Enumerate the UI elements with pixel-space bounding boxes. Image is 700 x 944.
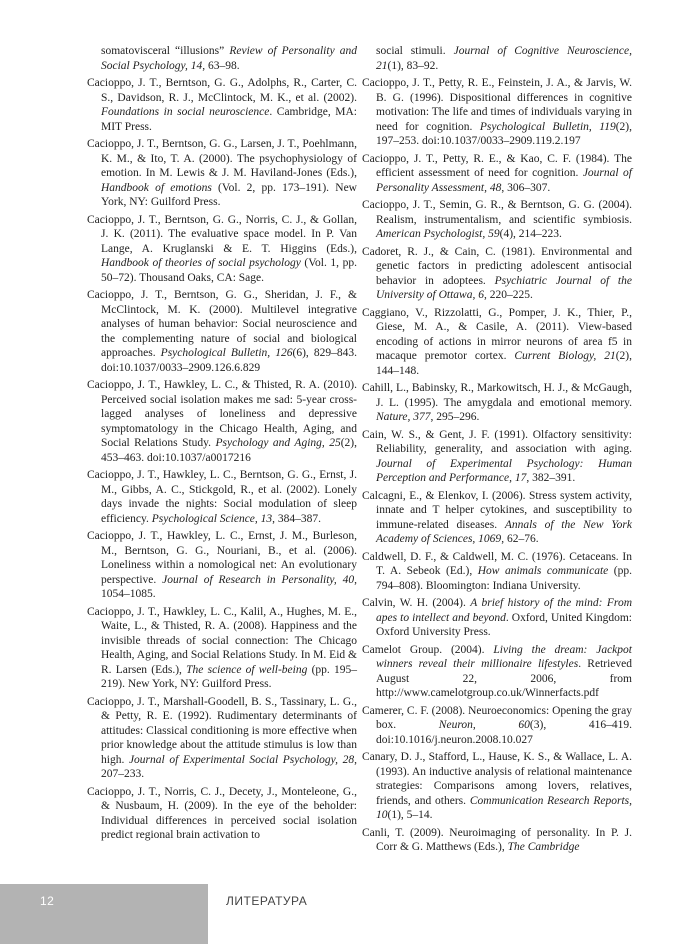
reference-details: (3), 416–419. doi:10.1016/j.neuron.2008.10.027 bbox=[376, 719, 632, 746]
reference-details: , 63–98. bbox=[202, 59, 240, 72]
reference-details: , 384–387. bbox=[272, 512, 322, 525]
reference-source-title: Living the dream: Jackpot winners reveal their millionaire lifestyles bbox=[376, 643, 632, 670]
reference-source-title: Annals of the New York Academy of Sciences, 1069 bbox=[376, 518, 632, 545]
reference-details: (pp. 195–219). New York, NY: Guilford Press. bbox=[101, 663, 357, 690]
reference-source-title: Foundations in social neuroscience bbox=[101, 106, 270, 118]
left-reference-column bbox=[87, 44, 357, 846]
reference-source-title: Review of Personality and Social Psychology, 14 bbox=[101, 45, 358, 72]
footer-page-number-block bbox=[0, 884, 208, 944]
reference-source-title: American Psychologist, 59 bbox=[376, 228, 500, 240]
reference-source-title: Psychology and Aging, 25 bbox=[215, 437, 341, 449]
reference-source-title: Psychological Bulletin, 119 bbox=[479, 120, 616, 133]
reference-text: Canary, D. J., Stafford, L., Hause, K. S., & Wallace, L. A. (1993). An inductive analysis of relational maintenance strategies: Comparisons among lovers, relatives, friends, and others. bbox=[362, 751, 632, 807]
reference-text: Cacioppo, J. T., Berntson, G. G., Adolphs, R., Carter, C. S., Davidson, R. J., McClintock, M. K., et al. (2002). bbox=[87, 77, 357, 104]
reference-entry bbox=[362, 704, 632, 748]
reference-source-title: Communication Research Reports, 10 bbox=[376, 794, 632, 821]
reference-details: . Oxford, United Kingdom: Oxford University Press. bbox=[376, 611, 632, 638]
reference-details: (2), 453–463. doi:10.1037/a0017216 bbox=[101, 437, 357, 464]
reference-source-title: A brief history of the mind: From apes to intellect and beyond bbox=[376, 597, 632, 624]
reference-text: Cacioppo, J. T., Petty, R. E., & Kao, C. F. (1984). The efficient assessment of need for cognition. bbox=[362, 152, 632, 179]
reference-source-title: Handbook of emotions bbox=[101, 181, 212, 194]
reference-details: , 220–225. bbox=[483, 289, 533, 301]
reference-details: . Cambridge, MA: MIT Press. bbox=[101, 106, 357, 133]
reference-entry bbox=[87, 605, 357, 692]
reference-entry bbox=[87, 529, 357, 602]
reference-details: (2), 197–253. doi:10.1037/0033–2909.119.2.197 bbox=[376, 120, 632, 147]
reference-text: somatovisceral “illusions” bbox=[101, 45, 230, 57]
reference-details: , 306–307. bbox=[501, 181, 551, 194]
reference-entry bbox=[87, 288, 357, 375]
reference-text: Cahill, L., Babinsky, R., Markowitsch, H. J., & McGaugh, J. L. (1995). The amygdala and emotional memory. bbox=[362, 382, 632, 409]
reference-text: Cacioppo, J. T., Semin, G. R., & Berntson, G. G. (2004). Realism, instrumentalism, and scientific symbiosis. bbox=[362, 199, 632, 226]
reference-text: Canli, T. (2009). Neuroimaging of personality. In P. J. Corr & G. Matthews (Eds.), bbox=[362, 826, 632, 853]
reference-text: Camerer, C. F. (2008). Neuroeconomics: Opening the gray box. bbox=[362, 704, 632, 731]
reference-source-title: Psychological Science, 13 bbox=[151, 512, 273, 525]
reference-entry bbox=[87, 44, 357, 73]
reference-details: , 1054–1085. bbox=[101, 573, 357, 600]
reference-details: (6), 829–843. doi:10.1037/0033–2909.126.6.829 bbox=[101, 347, 357, 374]
reference-details: (Vol. 1, pp. 50–72). Thousand Oaks, CA: Sage. bbox=[101, 257, 357, 284]
reference-entry bbox=[362, 428, 632, 486]
reference-entry bbox=[87, 468, 357, 526]
reference-source-title: The science of well-being bbox=[186, 663, 308, 676]
reference-entry bbox=[362, 76, 632, 149]
reference-details: (4), 214–223. bbox=[499, 228, 562, 240]
reference-text: Camelot Group. (2004). bbox=[362, 643, 494, 656]
reference-details: , 62–76. bbox=[501, 533, 539, 545]
reference-source-title: Psychological Bulletin, 126 bbox=[160, 347, 293, 359]
reference-text: Cacioppo, J. T., Berntson, G. G., Larsen, J. T., Poehlmann, K. M., & Ito, T. A. (2000). The psychophysiology of emotion. In M. Lewis & J. M. Haviland-Jones (Eds.), bbox=[87, 138, 357, 179]
reference-entry bbox=[362, 596, 632, 640]
reference-source-title: The Cambridge bbox=[507, 841, 580, 853]
reference-text: Cacioppo, J. T., Berntson, G. G., Norris, C. J., & Gollan, J. K. (2011). The evaluative space model. In P. Van Lange, A. Kruglanski & E. T. Higgins (Eds.), bbox=[87, 213, 357, 255]
reference-source-title: Nature, 377 bbox=[376, 411, 431, 423]
reference-entry bbox=[87, 76, 357, 134]
reference-text: Caldwell, D. F., & Caldwell, M. C. (1976). Cetaceans. In T. A. Sebeok (Ed.), bbox=[362, 550, 632, 577]
reference-text: Cacioppo, J. T., Hawkley, L. C., & Thisted, R. A. (2010). Perceived social isolation makes me sad: 5-year cross-lagged analyses of loneliness and depressive symptomatology in the Chicago Health, Aging, and Social Relations Study. bbox=[87, 379, 357, 449]
reference-entry bbox=[87, 695, 357, 782]
reference-text: Calvin, W. H. (2004). bbox=[362, 597, 471, 609]
reference-entry bbox=[362, 381, 632, 425]
reference-source-title: Journal of Experimental Social Psychology, 28 bbox=[128, 753, 355, 766]
running-head: ЛИТЕРАТУРА bbox=[226, 894, 308, 908]
reference-source-title: Journal of Personality Assessment, 48 bbox=[376, 167, 632, 194]
reference-entry bbox=[362, 750, 632, 823]
reference-entry bbox=[362, 489, 632, 547]
reference-source-title: Neuron, 60 bbox=[438, 719, 530, 731]
reference-details: (1), 5–14. bbox=[387, 809, 433, 821]
reference-source-title: Journal of Experimental Psychology: Human Perception and Performance, 17 bbox=[376, 457, 632, 484]
reference-details: (pp. 794–808). Bloomington: Indiana University. bbox=[376, 565, 632, 592]
reference-entry bbox=[362, 826, 632, 855]
reference-text: Caggiano, V., Rizzolatti, G., Pomper, J. K., Thier, P., Giese, M. A., & Casile, A. (2011). View-based encoding of actions in mirror neurons of area f5 in macaque premotor cortex. bbox=[362, 306, 632, 362]
reference-entry bbox=[362, 44, 632, 73]
reference-entry bbox=[362, 152, 632, 196]
reference-text: Cacioppo, J. T., Marshall-Goodell, B. S., Tassinary, L. G., & Petty, R. E. (1992). Rudimentary determinants of attitudes: Classical conditioning is more effective when prior knowledge about the attitude stimulus is low than high. bbox=[87, 695, 357, 766]
right-reference-column bbox=[362, 44, 632, 858]
reference-details: , 295–296. bbox=[430, 411, 480, 423]
reference-details: (2), 144–148. bbox=[376, 350, 633, 377]
reference-text: Cacioppo, J. T., Berntson, G. G., Sheridan, J. F., & McClintock, M. K. (2000). Multilevel integrative analyses of human behavior: Social neuroscience and the complementing nature of social and biological approaches. bbox=[87, 289, 357, 359]
reference-source-title: Psychiatric Journal of the University of Ottawa, 6 bbox=[376, 274, 632, 301]
reference-entry bbox=[87, 137, 357, 210]
reference-text: Cadoret, R. J., & Cain, C. (1981). Environmental and genetic factors in predicting adolescent antisocial behavior in adoptees. bbox=[362, 245, 632, 287]
reference-details: , 382–391. bbox=[526, 472, 576, 484]
reference-text: Cacioppo, J. T., Petty, R. E., Feinstein, J. A., & Jarvis, W. B. G. (1996). Dispositional differences in cognitive motivation: The life and times of individuals varying in need for cognition. bbox=[362, 77, 632, 133]
page-number: 12 bbox=[40, 894, 55, 908]
reference-text: Cacioppo, J. T., Hawkley, L. C., Ernst, J. M., Burleson, M., Berntson, G. G., Nouriani, B., et al. (2006). Loneliness within a nomological net: An evolutionary perspective. bbox=[87, 530, 357, 586]
reference-entry bbox=[87, 378, 357, 465]
reference-details: (1), 83–92. bbox=[387, 59, 439, 72]
reference-source-title: Current Biology, 21 bbox=[514, 350, 616, 362]
reference-entry bbox=[362, 550, 632, 594]
reference-details: (Vol. 2, pp. 173–191). New York, NY: Guilford Press. bbox=[101, 181, 357, 208]
reference-text: Cacioppo, J. T., Norris, C. J., Decety, J., Monteleone, G., & Nusbaum, H. (2009). In the eye of the beholder: Individual differences in perceived social isolation predict regional brain activation to bbox=[87, 785, 357, 841]
reference-text: Cain, W. S., & Gent, J. F. (1991). Olfactory sensitivity: Reliability, generality, and association with aging. bbox=[362, 428, 632, 455]
reference-entry bbox=[87, 213, 357, 286]
reference-source-title: Handbook of theories of social psychology bbox=[101, 257, 301, 269]
reference-text: Cacioppo, J. T., Hawkley, L. C., Berntson, G. G., Ernst, J. M., Gibbs, A. C., Stickgold, R., et al. (2002). Lonely days invade the nights: Social modulation of sleep efficiency. bbox=[87, 469, 357, 525]
reference-source-title: Journal of Research in Personality, 40 bbox=[162, 573, 355, 586]
reference-source-title: How animals communicate bbox=[477, 565, 609, 577]
reference-text: Calcagni, E., & Elenkov, I. (2006). Stress system activity, innate and T helper cytokines, and susceptibility to immune-related diseases. bbox=[362, 489, 632, 531]
reference-details: . Retrieved August 22, 2006, from http://www.camelotgroup.co.uk/Winnerfacts.pdf bbox=[376, 658, 633, 699]
reference-entry bbox=[362, 306, 632, 379]
reference-entry bbox=[362, 245, 632, 303]
reference-entry bbox=[362, 198, 632, 242]
reference-source-title: Journal of Cognitive Neuroscience, 21 bbox=[376, 45, 632, 72]
reference-text: Cacioppo, J. T., Hawkley, L. C., Kalil, A., Hughes, M. E., Waite, L., & Thisted, R. A. (2008). Happiness and the invisible threads of social connection: The Chicago Health, Aging, and Social Relations Study. In M. Eid & R. Larsen (Eds.), bbox=[87, 605, 357, 676]
reference-entry bbox=[362, 643, 632, 701]
reference-details: , 207–233. bbox=[101, 753, 357, 780]
reference-text: social stimuli. bbox=[376, 45, 454, 57]
reference-entry bbox=[87, 785, 357, 843]
